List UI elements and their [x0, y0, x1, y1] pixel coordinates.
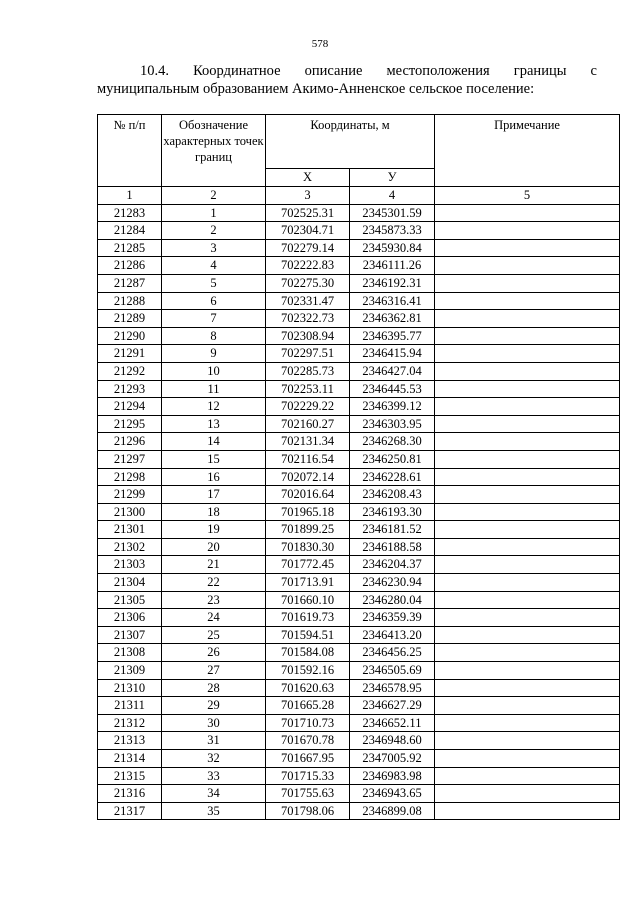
table-row — [98, 591, 620, 609]
cell-num: 21295 — [98, 415, 162, 433]
cell-y: 2346427.04 — [350, 362, 435, 380]
cell-num: 21314 — [98, 750, 162, 768]
cell-num: 21306 — [98, 609, 162, 627]
cell-point: 22 — [162, 574, 266, 592]
cell-note — [435, 468, 620, 486]
cell-y: 2346111.26 — [350, 257, 435, 275]
cell-x: 702160.27 — [266, 415, 350, 433]
cell-x: 701670.78 — [266, 732, 350, 750]
cell-y: 2346413.20 — [350, 626, 435, 644]
cell-num: 21299 — [98, 486, 162, 504]
table-row — [98, 626, 620, 644]
table-row — [98, 274, 620, 292]
table-row — [98, 679, 620, 697]
cell-note — [435, 222, 620, 240]
cell-note — [435, 626, 620, 644]
cell-note — [435, 679, 620, 697]
cell-x: 701620.63 — [266, 679, 350, 697]
cell-point: 7 — [162, 310, 266, 328]
table-row — [98, 732, 620, 750]
cell-point: 18 — [162, 503, 266, 521]
cell-num: 21302 — [98, 538, 162, 556]
cell-x: 702285.73 — [266, 362, 350, 380]
cell-y: 2346627.29 — [350, 697, 435, 715]
cell-note — [435, 574, 620, 592]
cell-y: 2346280.04 — [350, 591, 435, 609]
table-row — [98, 697, 620, 715]
heading-line-2: муниципальным образованием Акимо-Анненское сельское поселение: — [97, 81, 535, 97]
cell-point: 31 — [162, 732, 266, 750]
cell-y: 2346230.94 — [350, 574, 435, 592]
cell-point: 24 — [162, 609, 266, 627]
table-row — [98, 538, 620, 556]
table-body — [98, 204, 620, 820]
cell-note — [435, 767, 620, 785]
cell-note — [435, 292, 620, 310]
column-number: 5 — [435, 187, 620, 205]
cell-point: 16 — [162, 468, 266, 486]
column-number: 1 — [98, 187, 162, 205]
table-row — [98, 222, 620, 240]
table-row — [98, 345, 620, 363]
cell-y: 2346268.30 — [350, 433, 435, 451]
cell-num: 21308 — [98, 644, 162, 662]
cell-point: 30 — [162, 714, 266, 732]
cell-y: 2345873.33 — [350, 222, 435, 240]
cell-x: 701592.16 — [266, 662, 350, 680]
table-row — [98, 785, 620, 803]
column-number: 4 — [350, 187, 435, 205]
cell-num: 21304 — [98, 574, 162, 592]
heading-word: местоположения — [386, 63, 490, 79]
header-num: № п/п — [98, 115, 162, 187]
table-row — [98, 714, 620, 732]
cell-num: 21286 — [98, 257, 162, 275]
cell-point: 23 — [162, 591, 266, 609]
table-row — [98, 415, 620, 433]
cell-point: 6 — [162, 292, 266, 310]
cell-y: 2345930.84 — [350, 239, 435, 257]
cell-point: 8 — [162, 327, 266, 345]
cell-point: 34 — [162, 785, 266, 803]
cell-note — [435, 503, 620, 521]
cell-y: 2346181.52 — [350, 521, 435, 539]
table-row — [98, 450, 620, 468]
cell-x: 702116.54 — [266, 450, 350, 468]
cell-x: 702131.34 — [266, 433, 350, 451]
cell-note — [435, 591, 620, 609]
cell-num: 21300 — [98, 503, 162, 521]
cell-y: 2346578.95 — [350, 679, 435, 697]
cell-point: 21 — [162, 556, 266, 574]
cell-point: 4 — [162, 257, 266, 275]
table-row — [98, 574, 620, 592]
cell-point: 5 — [162, 274, 266, 292]
cell-y: 2346395.77 — [350, 327, 435, 345]
cell-note — [435, 239, 620, 257]
cell-note — [435, 345, 620, 363]
cell-note — [435, 310, 620, 328]
cell-x: 701660.10 — [266, 591, 350, 609]
heading-word: описание — [304, 63, 363, 79]
cell-point: 2 — [162, 222, 266, 240]
table-row — [98, 802, 620, 820]
cell-x: 702331.47 — [266, 292, 350, 310]
cell-note — [435, 732, 620, 750]
table-row — [98, 398, 620, 416]
cell-point: 10 — [162, 362, 266, 380]
cell-y: 2346415.94 — [350, 345, 435, 363]
column-number: 2 — [162, 187, 266, 205]
cell-note — [435, 750, 620, 768]
table-row — [98, 204, 620, 222]
cell-point: 13 — [162, 415, 266, 433]
cell-num: 21287 — [98, 274, 162, 292]
cell-num: 21317 — [98, 802, 162, 820]
cell-note — [435, 433, 620, 451]
cell-num: 21292 — [98, 362, 162, 380]
cell-note — [435, 380, 620, 398]
cell-y: 2345301.59 — [350, 204, 435, 222]
cell-num: 21288 — [98, 292, 162, 310]
table-row — [98, 556, 620, 574]
cell-y: 2346948.60 — [350, 732, 435, 750]
cell-x: 702322.73 — [266, 310, 350, 328]
cell-point: 28 — [162, 679, 266, 697]
cell-num: 21309 — [98, 662, 162, 680]
cell-point: 15 — [162, 450, 266, 468]
cell-num: 21285 — [98, 239, 162, 257]
cell-y: 2346204.37 — [350, 556, 435, 574]
cell-y: 2346652.11 — [350, 714, 435, 732]
cell-x: 702279.14 — [266, 239, 350, 257]
cell-x: 702304.71 — [266, 222, 350, 240]
cell-note — [435, 327, 620, 345]
cell-num: 21296 — [98, 433, 162, 451]
cell-x: 702297.51 — [266, 345, 350, 363]
cell-point: 12 — [162, 398, 266, 416]
cell-x: 701594.51 — [266, 626, 350, 644]
cell-point: 27 — [162, 662, 266, 680]
cell-note — [435, 556, 620, 574]
cell-note — [435, 415, 620, 433]
cell-num: 21315 — [98, 767, 162, 785]
header-y: У — [350, 169, 435, 187]
cell-num: 21312 — [98, 714, 162, 732]
table-row — [98, 468, 620, 486]
heading-line-1 — [97, 62, 597, 80]
cell-point: 3 — [162, 239, 266, 257]
table-row — [98, 750, 620, 768]
cell-point: 29 — [162, 697, 266, 715]
cell-note — [435, 450, 620, 468]
cell-x: 701715.33 — [266, 767, 350, 785]
cell-note — [435, 785, 620, 803]
cell-note — [435, 521, 620, 539]
cell-y: 2346943.65 — [350, 785, 435, 803]
cell-num: 21291 — [98, 345, 162, 363]
cell-x: 702525.31 — [266, 204, 350, 222]
cell-y: 2346208.43 — [350, 486, 435, 504]
cell-num: 21284 — [98, 222, 162, 240]
table-row — [98, 257, 620, 275]
table-row — [98, 380, 620, 398]
cell-x: 702072.14 — [266, 468, 350, 486]
cell-point: 33 — [162, 767, 266, 785]
heading-word: границы — [513, 63, 567, 79]
cell-x: 701584.08 — [266, 644, 350, 662]
cell-num: 21294 — [98, 398, 162, 416]
cell-y: 2346983.98 — [350, 767, 435, 785]
cell-y: 2346316.41 — [350, 292, 435, 310]
cell-point: 19 — [162, 521, 266, 539]
cell-num: 21307 — [98, 626, 162, 644]
cell-point: 32 — [162, 750, 266, 768]
table-row — [98, 292, 620, 310]
cell-point: 11 — [162, 380, 266, 398]
cell-note — [435, 644, 620, 662]
table-row — [98, 433, 620, 451]
heading-word: с — [590, 63, 597, 79]
cell-note — [435, 204, 620, 222]
cell-x: 701713.91 — [266, 574, 350, 592]
cell-x: 701755.63 — [266, 785, 350, 803]
table-row — [98, 767, 620, 785]
cell-note — [435, 362, 620, 380]
cell-x: 702229.22 — [266, 398, 350, 416]
page-number: 578 — [311, 38, 329, 50]
cell-point: 35 — [162, 802, 266, 820]
table-row — [98, 239, 620, 257]
header-designation: Обозначение характерных точек границ — [162, 115, 266, 187]
header-x: Х — [266, 169, 350, 187]
cell-x: 702308.94 — [266, 327, 350, 345]
cell-note — [435, 697, 620, 715]
cell-x: 701667.95 — [266, 750, 350, 768]
cell-num: 21316 — [98, 785, 162, 803]
cell-num: 21297 — [98, 450, 162, 468]
cell-y: 2346303.95 — [350, 415, 435, 433]
cell-x: 702222.83 — [266, 257, 350, 275]
cell-y: 2346228.61 — [350, 468, 435, 486]
cell-note — [435, 257, 620, 275]
cell-x: 701965.18 — [266, 503, 350, 521]
cell-num: 21293 — [98, 380, 162, 398]
table-row — [98, 362, 620, 380]
cell-x: 701710.73 — [266, 714, 350, 732]
cell-y: 2346899.08 — [350, 802, 435, 820]
cell-num: 21301 — [98, 521, 162, 539]
heading-word: 10.4. — [140, 63, 169, 79]
cell-note — [435, 486, 620, 504]
cell-num: 21289 — [98, 310, 162, 328]
section-heading — [97, 62, 597, 98]
cell-num: 21290 — [98, 327, 162, 345]
cell-note — [435, 274, 620, 292]
cell-num: 21313 — [98, 732, 162, 750]
table-row — [98, 609, 620, 627]
cell-note — [435, 714, 620, 732]
cell-x: 701899.25 — [266, 521, 350, 539]
table-row — [98, 327, 620, 345]
cell-point: 26 — [162, 644, 266, 662]
table-row — [98, 310, 620, 328]
cell-x: 701665.28 — [266, 697, 350, 715]
cell-x: 701772.45 — [266, 556, 350, 574]
cell-num: 21310 — [98, 679, 162, 697]
cell-point: 9 — [162, 345, 266, 363]
cell-point: 20 — [162, 538, 266, 556]
cell-num: 21298 — [98, 468, 162, 486]
cell-y: 2346250.81 — [350, 450, 435, 468]
cell-num: 21305 — [98, 591, 162, 609]
cell-note — [435, 538, 620, 556]
cell-y: 2346193.30 — [350, 503, 435, 521]
cell-note — [435, 398, 620, 416]
cell-y: 2347005.92 — [350, 750, 435, 768]
table-row — [98, 521, 620, 539]
cell-x: 701830.30 — [266, 538, 350, 556]
header-coordinates: Координаты, м — [266, 115, 435, 169]
cell-note — [435, 802, 620, 820]
cell-y: 2346505.69 — [350, 662, 435, 680]
cell-y: 2346188.58 — [350, 538, 435, 556]
cell-x: 701798.06 — [266, 802, 350, 820]
table-row — [98, 486, 620, 504]
table-row — [98, 662, 620, 680]
cell-x: 701619.73 — [266, 609, 350, 627]
cell-num: 21303 — [98, 556, 162, 574]
cell-y: 2346362.81 — [350, 310, 435, 328]
cell-note — [435, 609, 620, 627]
cell-point: 14 — [162, 433, 266, 451]
coordinates-table — [97, 114, 620, 820]
column-number: 3 — [266, 187, 350, 205]
cell-y: 2346359.39 — [350, 609, 435, 627]
cell-num: 21311 — [98, 697, 162, 715]
cell-point: 1 — [162, 204, 266, 222]
cell-x: 702275.30 — [266, 274, 350, 292]
cell-point: 17 — [162, 486, 266, 504]
header-note: Примечание — [435, 115, 620, 187]
cell-x: 702016.64 — [266, 486, 350, 504]
cell-x: 702253.11 — [266, 380, 350, 398]
heading-word: Координатное — [193, 63, 281, 79]
table-row — [98, 503, 620, 521]
cell-y: 2346399.12 — [350, 398, 435, 416]
cell-note — [435, 662, 620, 680]
cell-num: 21283 — [98, 204, 162, 222]
table-row — [98, 644, 620, 662]
cell-point: 25 — [162, 626, 266, 644]
cell-y: 2346445.53 — [350, 380, 435, 398]
cell-y: 2346456.25 — [350, 644, 435, 662]
cell-y: 2346192.31 — [350, 274, 435, 292]
